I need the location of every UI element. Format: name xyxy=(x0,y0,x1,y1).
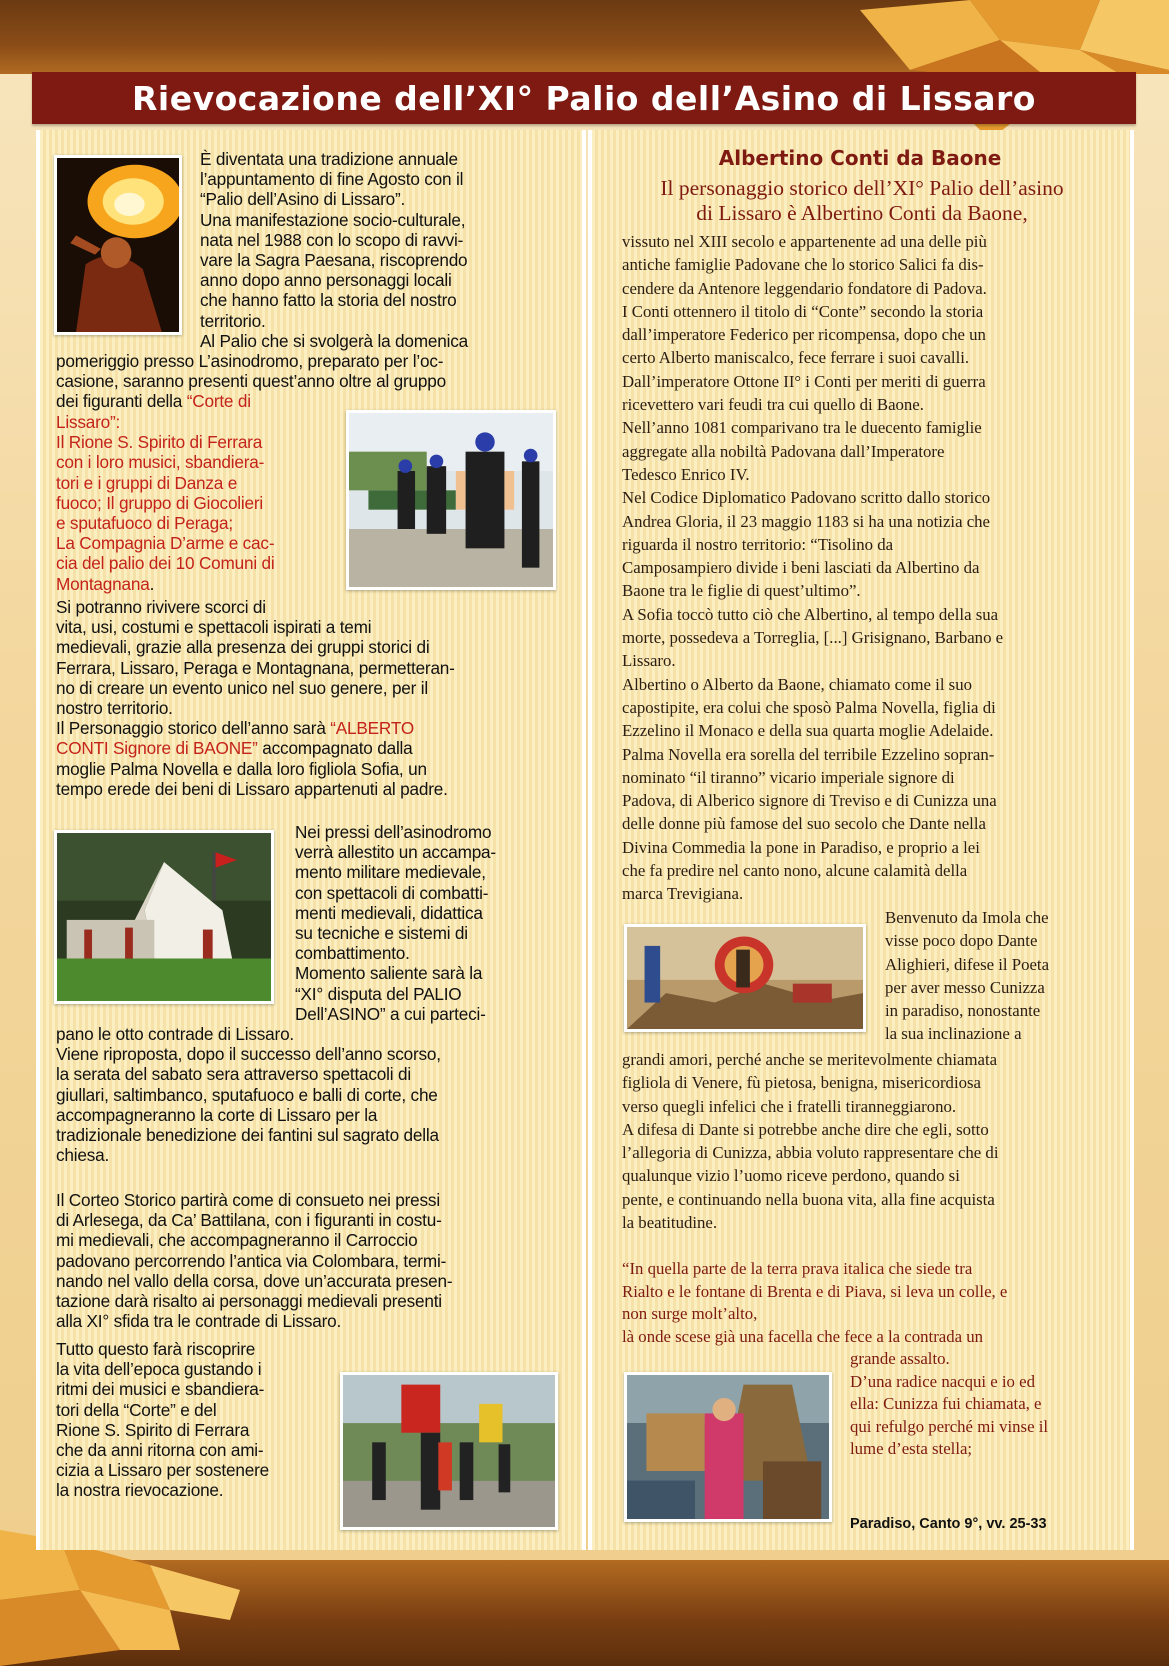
quote-citation: Paradiso, Canto 9°, vv. 25-33 xyxy=(850,1516,1047,1532)
fire-breather-photo xyxy=(54,155,182,335)
intro-paragraph: È diventata una tradizione annuale l’appuntamento di fine Agosto con il “Palio dell’Asino di Lissaro”. Una manifestazione socio-culturale, nata nel 1988 con lo scopo di ravvi- vare la Sagra Paesana, riscoprendo anno dopo anno personaggi locali che hanno fatto la storia del nostro territorio. Al Palio che si svolgerà la domenica xyxy=(200,149,468,351)
page-title: Rievocazione dell’XI° Palio dell’Asino di Lissaro xyxy=(32,72,1136,124)
dante-quote-continued: grande assalto. D’una radice nacqui e io ed ella: Cunizza fui chiamata, e qui refulgo perché mi vinse il lume d’esta stella; xyxy=(850,1349,1049,1458)
saturday-paragraph: pano le otto contrade di Lissaro. Viene riproposta, dopo il successo dell’anno scorso, la serata del sabato sera attraverso spettacoli di giullari, saltimbanco, sputafuoco e balli di corte, che accompagneranno la corte di Lissaro per la tradizionale benedizione dei fantini sul sagrato della chiesa. xyxy=(56,1024,441,1166)
medieval-paragraph: Si potranno rivivere scorci di vita, usi, costumi e spettacoli ispirati a temi medievali, grazie alla presenza dei gruppi storici di Ferrara, Lissaro, Peraga e Montagnana, permetteran- no di creare un evento unico nel suo genere, per il nostro territorio. Il Personaggio storico dell’anno sarà “ALBERTO CONTI Signore di BAONE” accompagnato dalla moglie Palma Novella e dalla loro figliola Sofia, un tempo erede dei beni di Lissaro appartenuti al padre. xyxy=(56,597,455,799)
benvenuto-paragraph: Benvenuto da Imola che visse poco dopo Dante Alighieri, difese il Poeta per aver messo Cunizza in paradiso, nonostante la sua inclinazione a xyxy=(885,908,1050,1044)
dante-painting xyxy=(624,1372,832,1522)
section-heading: Albertino Conti da Baone xyxy=(718,146,1002,170)
camp-paragraph: Nei pressi dell’asinodromo verrà allestito un accampa- mento militare medievale, con spettacoli di combatti- menti medievali, didattica su tecniche e sistemi di combattimento. Momento saliente sarà la “XI° disputa del PALIO Dell’ASINO” a cui parteci- xyxy=(295,822,496,1024)
cunizza-painting xyxy=(624,924,866,1032)
corteo-paragraph: Il Corteo Storico partirà come di consueto nei pressi di Arlesega, da Ca’ Battilana, con i figuranti in costu- mi medievali, che accompagneranno il Carroccio padovano percorrendo l’antica via Colombara, termi- nando nel vallo della corsa, dove un’accurata presen- tazione darà risalto ai personaggi medievali presenti alla XI° sfida tra le contrade di Lissaro. xyxy=(56,1190,453,1332)
palio-paragraph: pomeriggio presso L’asinodromo, preparato per l’oc- casione, saranno presenti quest’anno oltre al gruppo dei figuranti della “Corte di xyxy=(56,351,446,412)
dante-quote: “In quella parte de la terra prava italica che siede tra Rialto e le fontane di Brenta e di Piava, si leva un colle, e non surge molt’alto, là onde scese già una facella che fece a la contrada un xyxy=(622,1259,1008,1346)
lead-paragraph: Il personaggio storico dell’XI° Palio dell’asino di Lissaro è Albertino Conti da Baone, xyxy=(660,176,1064,225)
groups-list: Lissaro”: Il Rione S. Spirito di Ferrara con i loro musici, sbandiera- tori e i gruppi di Danza e fuoco; Il gruppo di Giocolieri e sputafuoco di Peraga; La Compagnia D’arme e cac- cia del palio dei 10 Comuni di Montagnana. xyxy=(56,412,275,594)
history-paragraph: vissuto nel XIII secolo e appartenente ad una delle più antiche famiglie Padovane che lo storico Salici fa dis- cendere da Antenore leggendario fondatore di Padova. I Conti ottennero il titolo di “Conte” secondo la storia dall’imperatore Federico per ricompensa, dopo che un certo Alberto maniscalco, fece ferrare i suoi cavalli. Dall’imperatore Ottone II° i Conti per meriti di guerra ricevettero vari feudi tra cui quello di Baone. Nell’anno 1081 comparivano tra le duecento famiglie aggregate alla nobiltà Padovana dall’Imperatore Tedesco Enrico IV. Nel Codice Diplomatico Padovano scritto dallo storico Andrea Gloria, il 23 maggio 1183 si ha una notizia che riguarda il nostro territorio: “Tisolino da Camposampiero divide i beni lasciati da Albertino da Baone tra le figlie di quest’ultimo”. A Sofia toccò tutto ciò che Albertino, al tempo della sua morte, possedeva a Torreglia, [...] Grisignano, Barbano e Lissaro. Albertino o Alberto da Baone, chiamato come il suo capostipite, era colui che sposò Palma Novella, figlia di Ezzelino il Monaco e della sua quarta moglie Adelaide. Palma Novella era sorella del terribile Ezzelino sopran- nominato “il tiranno” vicario imperiale signore di Padova, di Alberico signore di Treviso e di Cunizza una delle donne più famose del suo secolo che Dante nella Divina Commedia la pone in Paradiso, e proprio a lei che fa predire nel canto nono, alcune calamità della marca Trevigiana. xyxy=(622,232,1004,904)
parade-photo xyxy=(340,1372,558,1530)
closing-paragraph: Tutto questo farà riscoprire la vita dell’epoca gustando i ritmi dei musici e sbandiera- tori della “Corte” e del Rione S. Spirito di Ferrara che da anni ritorna con ami- cizia a Lissaro per sostenere la nostra rievocazione. xyxy=(56,1339,269,1501)
medieval-camp-photo xyxy=(54,830,274,1004)
defense-paragraph: grandi amori, perché anche se meritevolmente chiamata figliola di Venere, fù pietosa, benigna, misericordiosa verso quegli infelici che i fratelli tiranneggiarono. A difesa di Dante si potrebbe anche dire che egli, sotto l’allegoria di Cunizza, abbia voluto rappresentare che di qualunque vizio l’uomo riceve perdono, quando si pente, e continuando nella buona vita, alla fine acquista la beatitudine. xyxy=(622,1050,999,1233)
flag-bearers-photo xyxy=(346,410,556,590)
